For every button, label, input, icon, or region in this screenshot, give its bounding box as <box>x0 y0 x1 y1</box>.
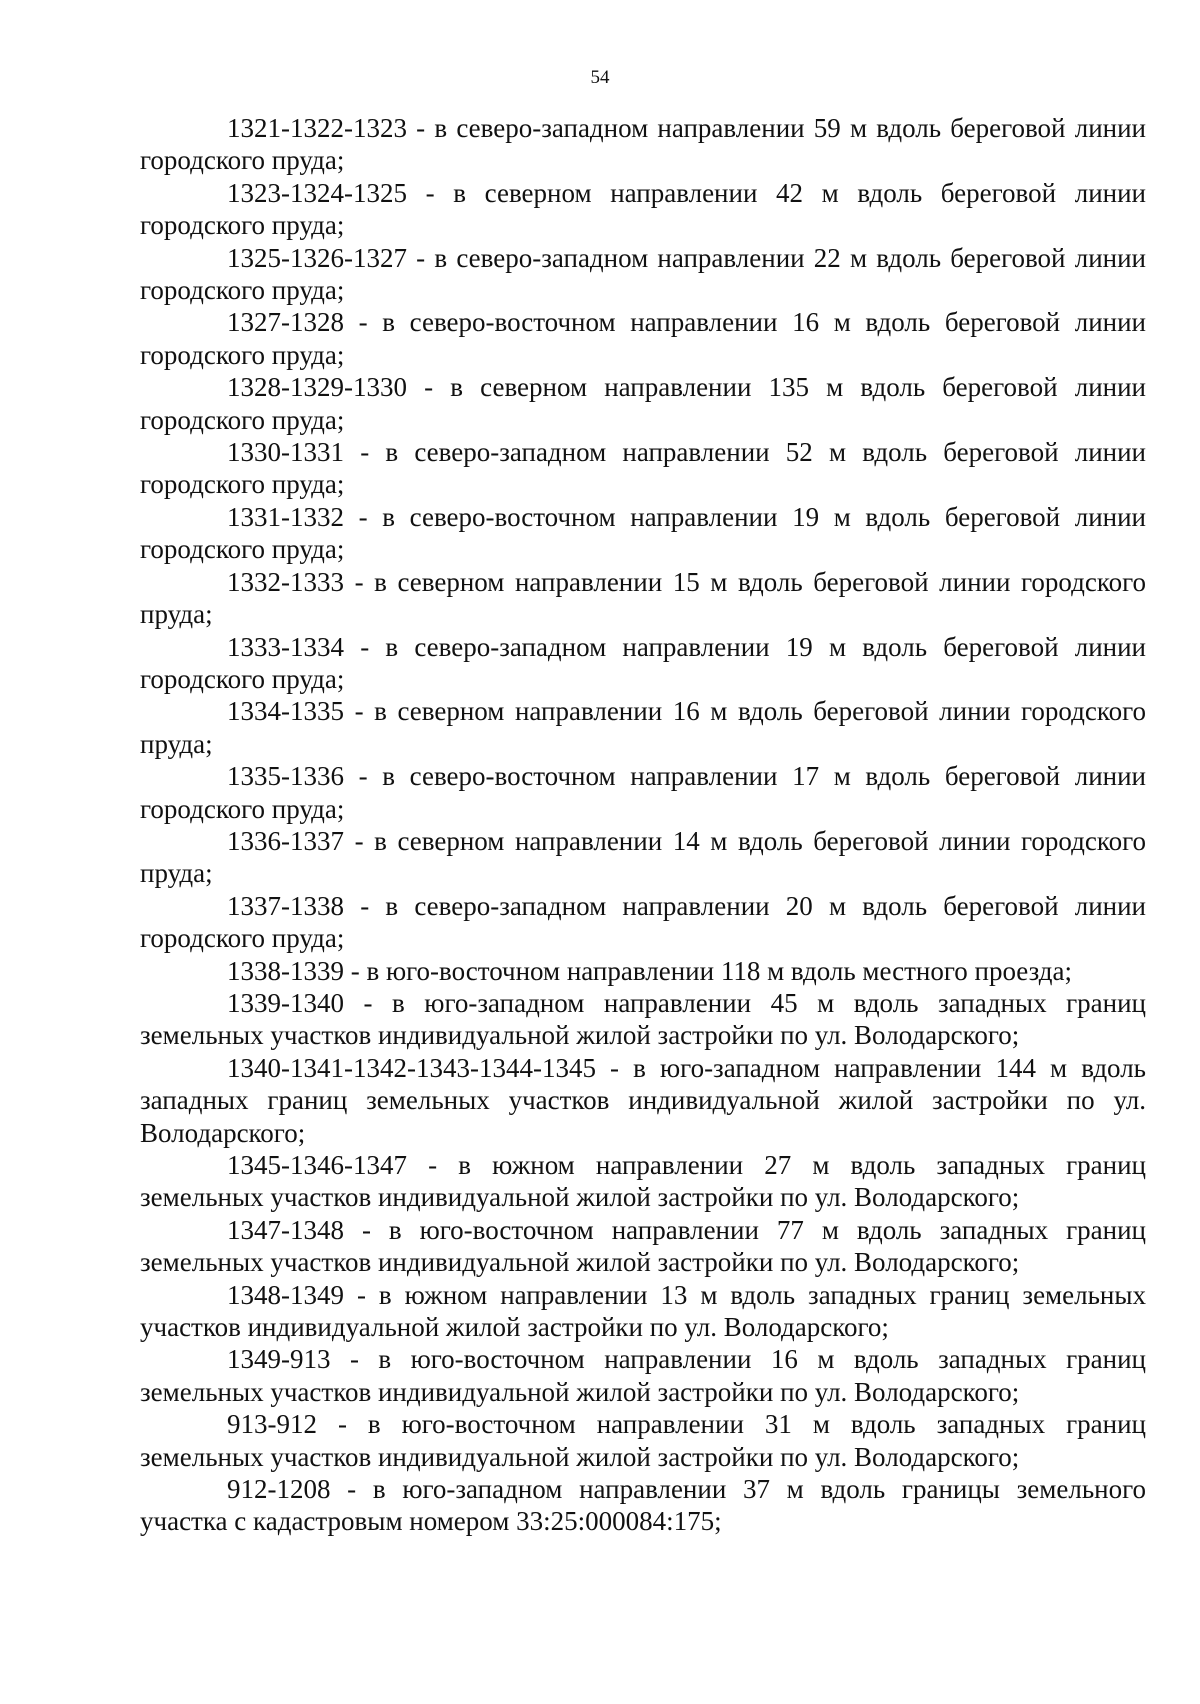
boundary-segment-paragraph: 1323-1324-1325 - в северном направлении 42 м вдоль береговой линии городского пруда; <box>140 177 1146 241</box>
boundary-segment-paragraph: 1333-1334 - в северо-западном направлении 19 м вдоль береговой линии городского пруда; <box>140 631 1146 694</box>
boundary-segment-paragraph: 1331-1332 - в северо-восточном направлении 19 м вдоль береговой линии городского пруда; <box>140 501 1146 565</box>
boundary-segment-paragraph: 1330-1331 - в северо-западном направлении 52 м вдоль береговой линии городского пруда; <box>140 437 1146 500</box>
boundary-segment-paragraph: 1338-1339 - в юго-восточном направлении 118 м вдоль местного проезда; <box>227 955 1073 986</box>
boundary-segment-paragraph: 1328-1329-1330 - в северном направлении 135 м вдоль береговой линии городского пруда; <box>140 372 1146 435</box>
boundary-segment-paragraph: 1334-1335 - в северном направлении 16 м вдоль береговой линии городского пруда; <box>140 696 1146 759</box>
boundary-segment-paragraph: 1335-1336 - в северо-восточном направлении 17 м вдоль береговой линии городского пруда; <box>140 761 1146 824</box>
boundary-segment-paragraph: 1347-1348 - в юго-восточном направлении 77 м вдоль западных границ земельных участков индивидуальной жилой застройки по ул. Володарского; <box>140 1214 1146 1278</box>
boundary-segment-paragraph: 913-912 - в юго-восточном направлении 31 м вдоль западных границ земельных участков индивидуальной жилой застройки по ул. Володарского; <box>140 1409 1146 1472</box>
boundary-segment-paragraph: 912-1208 - в юго-западном направлении 37 м вдоль границы земельного участка с кадастровым номером 33:25:000084:175; <box>140 1474 1146 1537</box>
boundary-segment-paragraph: 1345-1346-1347 - в южном направлении 27 м вдоль западных границ земельных участков индивидуальной жилой застройки по ул. Володарского; <box>140 1150 1146 1213</box>
boundary-segment-paragraph: 1340-1341-1342-1343-1344-1345 - в юго-западном направлении 144 м вдоль западных границ земельных участков индивидуальной жилой застройки по ул. Володарского; <box>140 1052 1146 1148</box>
boundary-segment-paragraph: 1348-1349 - в южном направлении 13 м вдоль западных границ земельных участков индивидуальной жилой застройки по ул. Володарского; <box>140 1279 1146 1343</box>
document-body <box>140 112 1146 1538</box>
boundary-segment-paragraph: 1325-1326-1327 - в северо-западном направлении 22 м вдоль береговой линии городского пруда; <box>140 242 1146 306</box>
boundary-segment-paragraph: 1321-1322-1323 - в северо-западном направлении 59 м вдоль береговой линии городского пруда; <box>140 113 1146 176</box>
boundary-segment-paragraph: 1337-1338 - в северо-западном направлении 20 м вдоль береговой линии городского пруда; <box>140 890 1146 954</box>
boundary-segment-paragraph: 1336-1337 - в северном направлении 14 м вдоль береговой линии городского пруда; <box>140 825 1146 889</box>
boundary-segment-paragraph: 1327-1328 - в северо-восточном направлении 16 м вдоль береговой линии городского пруда; <box>140 307 1146 370</box>
boundary-segment-paragraph: 1332-1333 - в северном направлении 15 м вдоль береговой линии городского пруда; <box>140 566 1146 630</box>
page-number: 54 <box>590 67 610 88</box>
boundary-segment-paragraph: 1339-1340 - в юго-западном направлении 45 м вдоль западных границ земельных участков индивидуальной жилой застройки по ул. Володарского; <box>140 987 1146 1051</box>
boundary-segment-paragraph: 1349-913 - в юго-восточном направлении 16 м вдоль западных границ земельных участков индивидуальной жилой застройки по ул. Володарского; <box>140 1344 1146 1407</box>
